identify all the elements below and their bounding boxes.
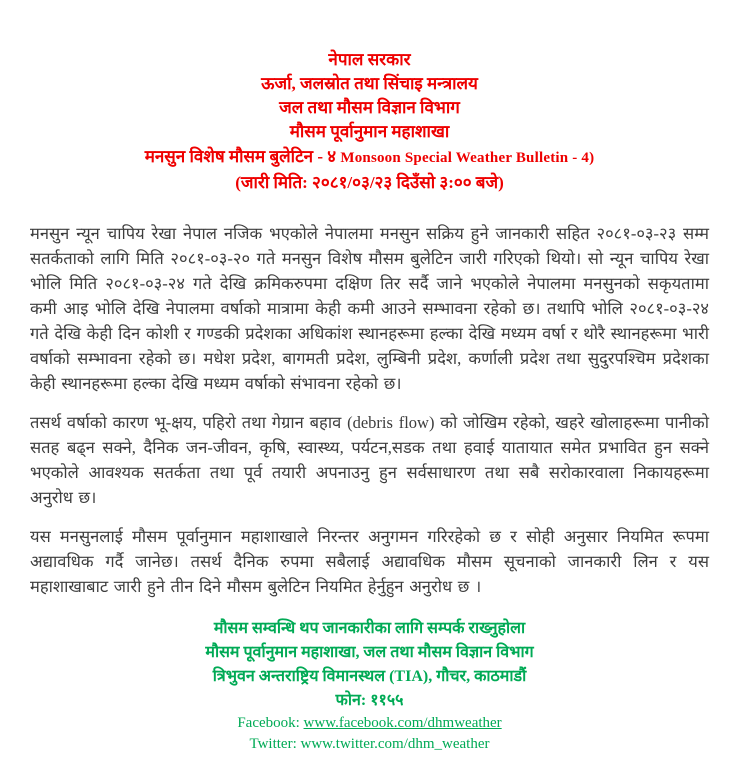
bulletin-title-english: Monsoon Special Weather Bulletin - 4) (340, 150, 595, 166)
document-footer (30, 617, 709, 755)
footer-division: मौसम पूर्वानुमान महाशाखा, जल तथा मौसम विज्ञान विभाग (205, 644, 534, 661)
footer-phone: फोन: ११५५ (335, 692, 404, 709)
bulletin-title (30, 144, 709, 171)
ministry-name: ऊर्जा, जलस्रोत तथा सिंचाइ मन्त्रालय (261, 74, 478, 93)
footer-contact-note: मौसम सम्वन्धि थप जानकारीका लागि सम्पर्क राख्नुहोला (213, 620, 526, 637)
bulletin-body (30, 221, 709, 599)
twitter-link[interactable]: www.twitter.com/dhm_weather (300, 736, 490, 752)
division-name: मौसम पूर्वानुमान महाशाखा (289, 122, 450, 141)
paragraph-monsoon-status: मनसुन न्यून चापिय रेखा नेपाल नजिक भएकोले नेपालमा मनसुन सक्रिय हुने जानकारी सहित २०८१-०३-२३ सम्म सतर्कताको लागि मिति २०८१-०३-२० गते मनसुन विशेष मौसम बुलेटिन जारी गरिएको थियो। सो न्यून चापिय रेखा भोलि मिति २०८१-०३-२४ गते देखि क्रमिकरुपमा दक्षिण तिर सर्दै जाने भएकोले नेपालमा मनसुनको सकृयतामा कमी आइ भोलि देखि नेपालमा वर्षाको मात्रामा केही कमी आउने सम्भावना रहेको छ। तथापि भोलि २०८१-०३-२४ गते देखि केही दिन कोशी र गण्डकी प्रदेशका अधिकांश स्थानहरूमा हल्का देखि मध्यम वर्षा र थोरै स्थानहरूमा भारी वर्षाको सम्भावना रहेको छ। मधेश प्रदेश, बागमती प्रदेश, लुम्बिनी प्रदेश, कर्णाली प्रदेश तथा सुदुरपश्चिम प्रदेशका केही स्थानहरूमा हल्का देखि मध्यम वर्षाको संभावना रहेको छ। (30, 224, 709, 393)
footer-facebook-line (30, 713, 709, 734)
document-header (30, 48, 709, 195)
department-name: जल तथा मौसम विज्ञान विभाग (279, 98, 460, 117)
twitter-label: Twitter: (249, 736, 301, 752)
paragraph-monitoring-note: यस मनसुनलाई मौसम पूर्वानुमान महाशाखाले निरन्तर अनुगमन गरिरहेको छ र सोही अनुसार नियमित रूपमा अद्यावधिक गर्दै जानेछ। तसर्थ दैनिक रुपमा सबैलाई अद्यावधिक मौसम सूचनाको जानकारी लिन र यस महाशाखाबाट जारी हुने तीन दिने मौसम बुलेटिन नियमित हेर्नुहुन अनुरोध छ । (30, 527, 709, 596)
facebook-label: Facebook: (237, 715, 304, 731)
paragraph-risk-advisory: तसर्थ वर्षाको कारण भू-क्षय, पहिरो तथा गेग्रान बहाव (debris flow) को जोखिम रहेको, खहरे खोलाहरूमा पानीको सतह बढ्न सक्ने, दैनिक जन-जीवन, कृषि, स्वास्थ्य, पर्यटन,सडक तथा हवाई यातायात समेत प्रभावित हुन सक्ने भएकोले आवश्यक सतर्कता तथा पूर्व तयारी अपनाउनु हुन सर्वसाधारण तथा सबै सरोकारवाला निकायहरूमा अनुरोध छ। (30, 413, 709, 507)
issue-date: (जारी मिति: २०८१/०३/२३ दिउँसो ३:०० बजे) (235, 173, 504, 192)
government-name: नेपाल सरकार (328, 50, 411, 69)
bulletin-title-nepali: मनसुन विशेष मौसम बुलेटिन - ४ (144, 147, 337, 166)
footer-address: त्रिभुवन अन्तराष्ट्रिय विमानस्थल (TIA), गौचर, काठमाडौं (212, 668, 527, 685)
footer-twitter-line (30, 734, 709, 755)
facebook-link[interactable]: www.facebook.com/dhmweather (303, 715, 502, 731)
